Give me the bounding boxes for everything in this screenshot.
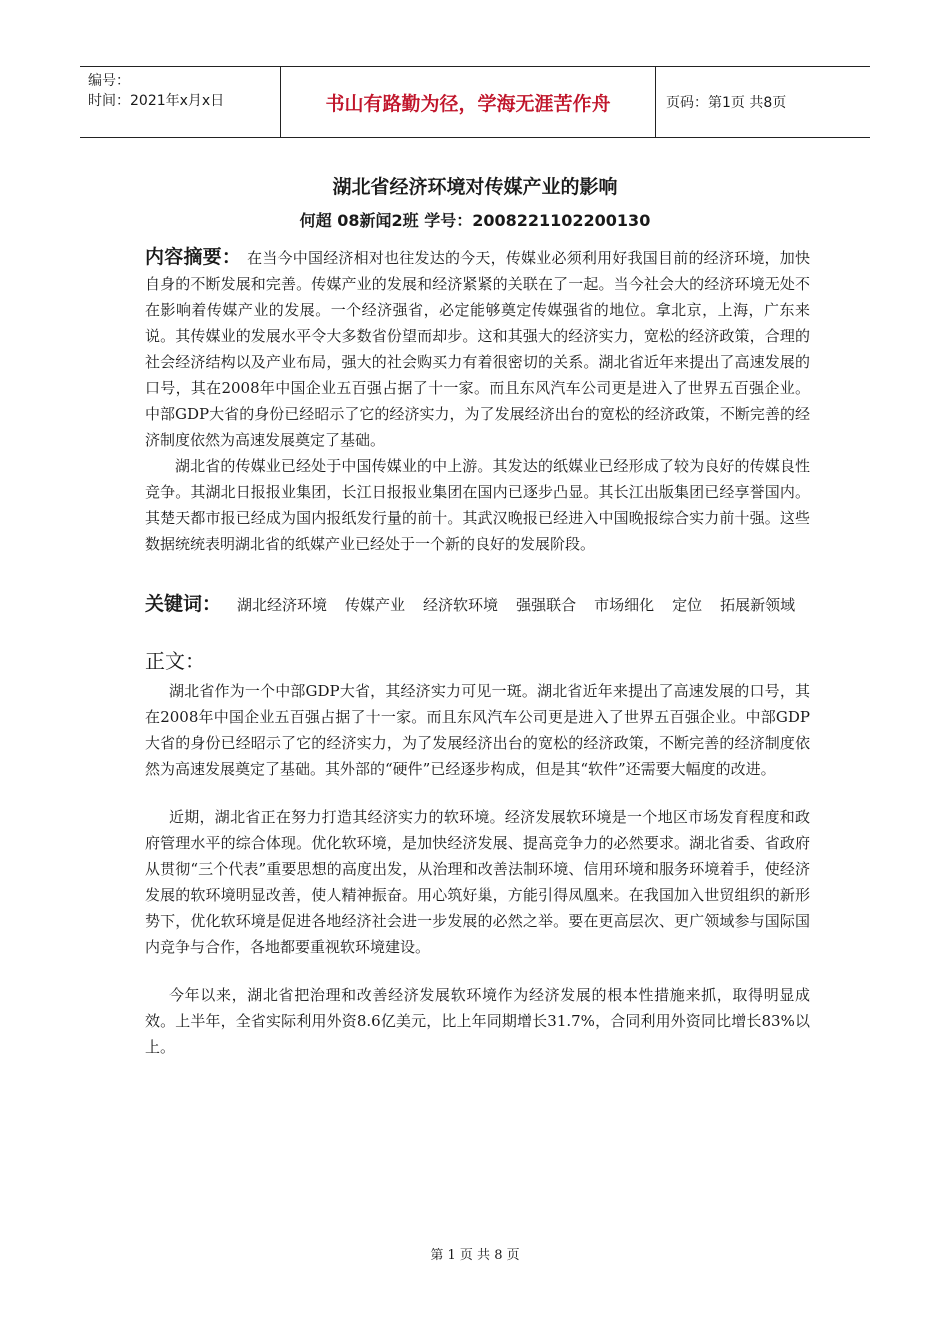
body-paragraph-2: 近期，湖北省正在努力打造其经济实力的软环境。经济发展软环境是一个地区市场发育程度和政府管理水平的综合体现。优化软环境，是加快经济发展、提高竞争力的必然要求。湖北省委、省政府从贯彻“三个代表”重要思想的高度出发，从治理和改善法制环境、信用环境和服务环境着手，使经济发展的软环境明显改善，使人精神振奋。用心筑好巢，方能引得凤凰来。在我国加入世贸组织的新形势下，优化软环境是促进各地经济社会进一步发展的必然之举。要在更高层次、更广领域参与国际国内竞争与合作，各地都要重视软环境建设。 [145, 808, 810, 956]
document-title: 湖北省经济环境对传媒产业的影响 [332, 176, 618, 198]
keywords-heading: 关键词： [145, 593, 222, 615]
document-time-label: 时间：2021年x月x日 [88, 93, 225, 109]
keyword-item: 经济软环境 [423, 596, 499, 614]
keywords-line [145, 591, 810, 618]
document-number-label: 编号： [88, 73, 130, 89]
abstract-text-1: 在当今中国经济相对也往发达的今天，传媒业必须利用好我国目前的经济环境，加快自身的不断发展和完善。传媒产业的发展和经济紧紧的关联在了一起。当今社会大的经济环境无处不在影响着传媒产业的发展。一个经济强省，必定能够奠定传媒强省的地位。拿北京，上海，广东来说。其传媒业的发展水平令大多数省份望而却步。这和其强大的经济实力，宽松的经济政策，合理的社会经济结构以及产业布局，强大的社会购买力有着很密切的关系。湖北省近年来提出了高速发展的口号，其在2008年中国企业五百强占据了十一家。而且东风汽车公司更是进入了世界五百强企业。中部GDP大省的身份已经昭示了它的经济实力，为了发展经济出台的宽松的经济政策，不断完善的经济制度依然为高速发展奠定了基础。 [145, 249, 810, 449]
keyword-item: 传媒产业 [345, 596, 406, 614]
page-footer: 第 1 页 共 8 页 [430, 1248, 520, 1263]
body-paragraph-1: 湖北省作为一个中部GDP大省，其经济实力可见一斑。湖北省近年来提出了高速发展的口号，其在2008年中国企业五百强占据了十一家。而且东风汽车公司更是进入了世界五百强企业。中部GDP大省的身份已经昭示了它的经济实力，为了发展经济出台的宽松的经济政策，不断完善的经济制度依然为高速发展奠定了基础。其外部的“硬件”已经逐步构成，但是其“软件”还需要大幅度的改进。 [145, 682, 810, 778]
keyword-item: 拓展新领域 [720, 596, 796, 614]
author-byline: 何超 08新闻2班 学号：2008221102200130 [299, 211, 651, 230]
header-page-info: 页码：第1页 共8页 [666, 95, 787, 111]
keyword-item: 市场细化 [594, 596, 655, 614]
header-motto: 书山有路勤为径，学海无涯苦作舟 [280, 67, 656, 137]
keyword-item: 定位 [672, 596, 703, 614]
body-heading: 正文： [145, 649, 205, 673]
header-meta [80, 67, 280, 137]
abstract-heading: 内容摘要： [145, 246, 242, 268]
keyword-item: 湖北经济环境 [237, 596, 328, 614]
body-paragraph-3: 今年以来，湖北省把治理和改善经济发展软环境作为经济发展的根本性措施来抓，取得明显成效。上半年，全省实际利用外资8.6亿美元，比上年同期增长31.7%，合同利用外资同比增长83%以上。 [145, 986, 810, 1056]
page-header [80, 66, 870, 138]
keyword-item: 强强联合 [516, 596, 577, 614]
document-body [145, 244, 810, 1060]
abstract-paragraph-1 [145, 244, 810, 453]
abstract-paragraph-2: 湖北省的传媒业已经处于中国传媒业的中上游。其发达的纸媒业已经形成了较为良好的传媒良性竞争。其湖北日报报业集团，长江日报报业集团在国内已逐步凸显。其长江出版集团已经享誉国内。其楚天都市报已经成为国内报纸发行量的前十。其武汉晚报已经进入中国晚报综合实力前十强。这些数据统统表明湖北省的纸媒产业已经处于一个新的良好的发展阶段。 [145, 457, 810, 553]
